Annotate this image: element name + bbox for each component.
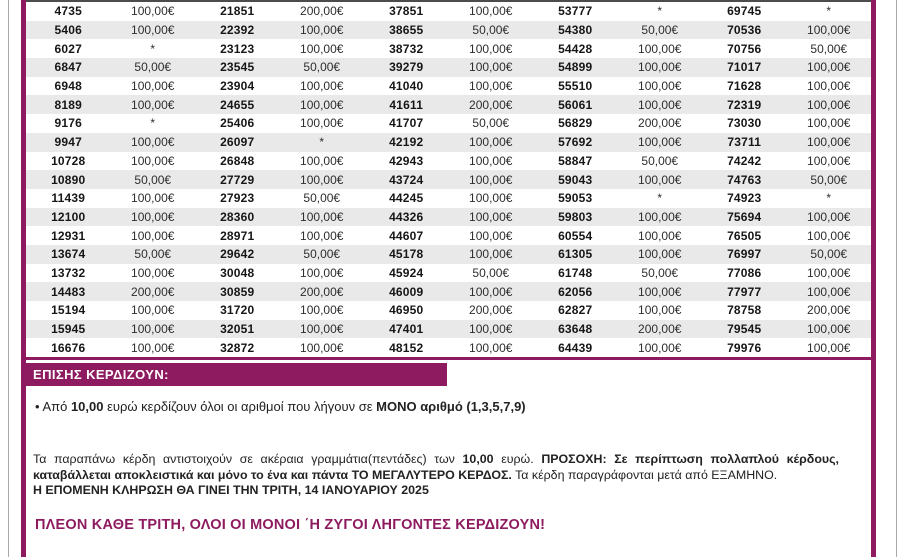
prize-amount-cell: 100,00€ [638,284,682,299]
ticket-number-cell: 5406 [54,23,82,38]
prize-amount-cell: 50,00€ [810,41,848,56]
prize-amount-cell: 100,00€ [638,247,682,262]
ticket-number-cell: 39279 [389,60,424,75]
ticket-number-cell: 32872 [220,340,255,355]
prize-amount-cell: 100,00€ [638,172,682,187]
prize-amount-cell: * [150,41,156,56]
ticket-number-cell: 32051 [220,322,255,337]
ticket-number-cell: 70536 [727,23,762,38]
prize-amount-cell: * [657,4,663,19]
ticket-number-cell: 26097 [220,135,255,150]
table-row [26,208,871,227]
ticket-number-cell: 43724 [389,172,424,187]
prize-amount-cell: 100,00€ [807,265,851,280]
ticket-number-cell: 15194 [51,303,86,318]
prize-amount-cell: 100,00€ [131,97,175,112]
prize-amount-cell: 50,00€ [303,247,341,262]
prize-amount-cell: 100,00€ [638,135,682,150]
ticket-number-cell: 45178 [389,247,424,262]
prize-amount-cell: 100,00€ [131,209,175,224]
ticket-number-cell: 21851 [220,4,255,19]
ticket-number-cell: 13732 [51,265,86,280]
prize-amount-cell: 50,00€ [472,23,510,38]
prize-amount-cell: 100,00€ [469,135,513,150]
table-row [26,189,871,208]
ticket-number-cell: 64439 [558,340,593,355]
prize-amount-cell: 100,00€ [300,340,344,355]
ticket-number-cell: 54428 [558,41,593,56]
ticket-number-cell: 6027 [54,41,82,56]
ticket-number-cell: 29642 [220,247,255,262]
prize-amount-cell: 100,00€ [638,79,682,94]
prize-amount-cell: 100,00€ [638,97,682,112]
prize-amount-cell: 50,00€ [641,23,679,38]
ticket-number-cell: 16676 [51,340,86,355]
table-row [26,264,871,283]
prize-amount-cell: 100,00€ [131,153,175,168]
prize-amount-cell: 100,00€ [469,79,513,94]
table-row [26,301,871,320]
ticket-number-cell: 55510 [558,79,593,94]
ticket-number-cell: 4735 [54,4,82,19]
terms-paragraph: Τα παραπάνω κέρδη αντιστοιχούν σε ακέραια γραμμάτια(πεντάδες) των 10,00 ευρώ. ΠΡΟΣΟΧΗ: Σε περίπτωση πολλαπλού κέρδους, καταβάλλεται αποκλειστικά και μόνο το ένα και πάντα ΤΟ ΜΕΓΑΛΥΤΕΡΟ ΚΕΡΔΟΣ. Τα κέρδη παραγράφονται μετά από ΕΞΑΜΗΝΟ. [33,452,839,482]
prize-amount-cell: 100,00€ [807,60,851,75]
prize-amount-cell: 100,00€ [300,303,344,318]
prize-amount-cell: 100,00€ [469,247,513,262]
prize-amount-cell: 100,00€ [469,4,513,19]
table-row [26,320,871,339]
prize-table-grid [26,2,871,357]
ticket-number-cell: 28971 [220,228,255,243]
accent-border-right [871,0,876,557]
prize-amount-cell: 100,00€ [638,41,682,56]
prize-amount-cell: 100,00€ [807,284,851,299]
table-row [26,338,871,357]
ticket-number-cell: 42943 [389,153,424,168]
ticket-number-cell: 38732 [389,41,424,56]
prize-amount-cell: 50,00€ [641,153,679,168]
ticket-number-cell: 46009 [389,284,424,299]
table-row [26,170,871,189]
prize-amount-cell: 100,00€ [131,4,175,19]
ticket-number-cell: 56829 [558,116,593,131]
ticket-number-cell: 9176 [54,116,82,131]
ticket-number-cell: 61748 [558,265,593,280]
prize-amount-cell: 100,00€ [638,303,682,318]
prize-amount-cell: 50,00€ [134,60,172,75]
prize-amount-cell: 100,00€ [131,23,175,38]
ticket-number-cell: 57692 [558,135,593,150]
ticket-number-cell: 6847 [54,60,82,75]
prize-amount-cell: * [150,116,156,131]
prize-amount-cell: 200,00€ [300,284,344,299]
prize-amount-cell: 100,00€ [300,41,344,56]
prize-amount-cell: 100,00€ [807,228,851,243]
prize-amount-cell: 100,00€ [300,172,344,187]
ticket-number-cell: 27923 [220,191,255,206]
prize-amount-cell: 100,00€ [131,265,175,280]
ticket-number-cell: 47401 [389,322,424,337]
prize-amount-cell: 200,00€ [638,322,682,337]
prize-amount-cell: 100,00€ [638,60,682,75]
prize-amount-cell: 100,00€ [300,209,344,224]
ticket-number-cell: 11439 [51,191,86,206]
prize-amount-cell: 100,00€ [807,116,851,131]
prize-amount-cell: 100,00€ [469,228,513,243]
prize-amount-cell: 100,00€ [469,172,513,187]
prize-amount-cell: 50,00€ [810,247,848,262]
ticket-number-cell: 42192 [389,135,424,150]
ticket-number-cell: 44245 [389,191,424,206]
ticket-number-cell: 77977 [727,284,762,299]
prize-amount-cell: 100,00€ [131,322,175,337]
prize-amount-cell: 100,00€ [807,209,851,224]
prize-amount-cell: 100,00€ [300,153,344,168]
prize-amount-cell: 100,00€ [469,322,513,337]
ticket-number-cell: 44607 [389,228,424,243]
prize-amount-cell: 200,00€ [807,303,851,318]
ticket-number-cell: 30048 [220,265,255,280]
prize-amount-cell: 50,00€ [810,172,848,187]
ticket-number-cell: 41040 [389,79,424,94]
ticket-number-cell: 78758 [727,303,762,318]
ticket-number-cell: 71017 [727,60,762,75]
ticket-number-cell: 45924 [389,265,424,280]
prize-amount-cell: 100,00€ [131,79,175,94]
prize-amount-cell: 100,00€ [807,79,851,94]
prize-amount-cell: 100,00€ [300,23,344,38]
prize-amount-cell: 200,00€ [131,284,175,299]
prize-amount-cell: * [826,4,832,19]
ticket-number-cell: 53777 [558,4,593,19]
prize-amount-cell: 100,00€ [300,228,344,243]
ticket-number-cell: 59053 [558,191,593,206]
ticket-number-cell: 14483 [51,284,86,299]
ticket-number-cell: 71628 [727,79,762,94]
prize-amount-cell: 100,00€ [131,191,175,206]
table-row [26,2,871,21]
ticket-number-cell: 54380 [558,23,593,38]
ticket-number-cell: 44326 [389,209,424,224]
prize-amount-cell: 100,00€ [300,265,344,280]
prize-amount-cell: 100,00€ [131,135,175,150]
table-row [26,152,871,171]
ticket-number-cell: 62056 [558,284,593,299]
ticket-number-cell: 48152 [389,340,424,355]
prize-amount-cell: 50,00€ [472,116,510,131]
table-row [26,226,871,245]
ticket-number-cell: 24655 [220,97,255,112]
prize-amount-cell: 100,00€ [807,97,851,112]
ticket-number-cell: 79545 [727,322,762,337]
ticket-number-cell: 28360 [220,209,255,224]
prize-amount-cell: 50,00€ [472,265,510,280]
ticket-number-cell: 41611 [389,97,424,112]
table-row [26,21,871,40]
table-row [26,77,871,96]
prize-amount-cell: 100,00€ [469,41,513,56]
prize-amount-cell: 100,00€ [469,209,513,224]
ticket-number-cell: 37851 [389,4,424,19]
prize-amount-cell: 200,00€ [638,116,682,131]
ticket-number-cell: 60554 [558,228,593,243]
ticket-number-cell: 63648 [558,322,593,337]
ticket-number-cell: 12931 [51,228,86,243]
footer-message: ΠΛΕΟΝ ΚΑΘΕ ΤΡΙΤΗ, ΟΛΟΙ ΟΙ ΜΟΝΟΙ ΄Η ΖΥΓΟΙ ΛΗΓΟΝΤΕΣ ΚΕΡΔΙΖΟΥΝ! [35,517,546,533]
ticket-number-cell: 38655 [389,23,424,38]
ticket-number-cell: 41707 [389,116,424,131]
table-row [26,282,871,301]
ticket-number-cell: 69745 [727,4,762,19]
ticket-number-cell: 10728 [51,153,86,168]
table-row [26,133,871,152]
ticket-number-cell: 13674 [51,247,86,262]
prize-amount-cell: 50,00€ [303,191,341,206]
prize-amount-cell: 100,00€ [469,191,513,206]
table-row [26,39,871,58]
ticket-number-cell: 61305 [558,247,593,262]
ticket-number-cell: 74763 [727,172,762,187]
ticket-number-cell: 75694 [727,209,762,224]
ticket-number-cell: 76505 [727,228,762,243]
ticket-number-cell: 10890 [51,172,86,187]
ticket-number-cell: 15945 [51,322,86,337]
ticket-number-cell: 31720 [220,303,255,318]
ticket-number-cell: 9947 [54,135,82,150]
prize-amount-cell: 200,00€ [469,303,513,318]
ticket-number-cell: 27729 [220,172,255,187]
prize-amount-cell: 50,00€ [134,172,172,187]
prize-amount-cell: 100,00€ [638,228,682,243]
ticket-number-cell: 74923 [727,191,762,206]
also-win-header-label: ΕΠΙΣΗΣ ΚΕΡΔΙΖΟΥΝ: [33,367,169,382]
ticket-number-cell: 58847 [558,153,593,168]
ticket-number-cell: 79976 [727,340,762,355]
ticket-number-cell: 54899 [558,60,593,75]
prize-amount-cell: 100,00€ [300,79,344,94]
ticket-number-cell: 59803 [558,209,593,224]
ticket-number-cell: 12100 [51,209,86,224]
prize-amount-cell: 100,00€ [638,340,682,355]
next-draw-line: Η ΕΠΟΜΕΝΗ ΚΛΗΡΩΣΗ ΘΑ ΓΙΝΕΙ ΤΗΝ ΤΡΙΤΗ, 14 ΙΑΝΟΥΑΡΙΟΥ 2025 [33,483,429,498]
prize-amount-cell: 50,00€ [134,247,172,262]
prize-amount-cell: * [657,191,663,206]
prize-table-body [26,2,871,357]
prize-amount-cell: * [319,135,325,150]
prize-amount-cell: 100,00€ [300,97,344,112]
prize-amount-cell: 100,00€ [807,135,851,150]
prize-amount-cell: 100,00€ [300,322,344,337]
ticket-number-cell: 6948 [54,79,82,94]
ticket-number-cell: 77086 [727,265,762,280]
prize-table [26,0,871,360]
prize-amount-cell: 50,00€ [303,60,341,75]
ticket-number-cell: 25406 [220,116,255,131]
ticket-number-cell: 22392 [220,23,255,38]
ticket-number-cell: 72319 [727,97,762,112]
ticket-number-cell: 59043 [558,172,593,187]
ticket-number-cell: 26848 [220,153,255,168]
ticket-number-cell: 8189 [54,97,82,112]
page-edge-right [896,0,897,557]
ticket-number-cell: 73030 [727,116,762,131]
ticket-number-cell: 56061 [558,97,593,112]
ticket-number-cell: 62827 [558,303,593,318]
table-row [26,58,871,77]
ticket-number-cell: 23904 [220,79,255,94]
prize-amount-cell: 200,00€ [300,4,344,19]
prize-amount-cell: 100,00€ [638,209,682,224]
table-row [26,114,871,133]
prize-amount-cell: 100,00€ [300,116,344,131]
ticket-number-cell: 23123 [220,41,255,56]
prize-amount-cell: 100,00€ [131,303,175,318]
table-row [26,95,871,114]
ticket-number-cell: 46950 [389,303,424,318]
table-row [26,245,871,264]
prize-amount-cell: 100,00€ [807,322,851,337]
also-win-header-bar [21,363,447,386]
also-win-bullet: • Από 10,00 ευρώ κερδίζουν όλοι οι αριθμοί που λήγουν σε ΜΟΝΟ αριθμό (1,3,5,7,9) [35,399,526,414]
prize-amount-cell: 100,00€ [807,153,851,168]
prize-amount-cell: 100,00€ [807,23,851,38]
prize-amount-cell: 50,00€ [641,265,679,280]
ticket-number-cell: 76997 [727,247,762,262]
prize-amount-cell: 100,00€ [131,228,175,243]
prize-amount-cell: * [826,191,832,206]
prize-amount-cell: 100,00€ [469,153,513,168]
ticket-number-cell: 23545 [220,60,255,75]
prize-amount-cell: 100,00€ [807,340,851,355]
ticket-number-cell: 74242 [727,153,762,168]
page-edge-left [8,0,9,557]
ticket-number-cell: 73711 [727,135,762,150]
ticket-number-cell: 70756 [727,41,762,56]
notes-block [33,452,839,499]
ticket-number-cell: 30859 [220,284,255,299]
prize-amount-cell: 100,00€ [131,340,175,355]
prize-amount-cell: 100,00€ [469,340,513,355]
prize-amount-cell: 100,00€ [469,60,513,75]
prize-amount-cell: 200,00€ [469,97,513,112]
prize-amount-cell: 100,00€ [469,284,513,299]
